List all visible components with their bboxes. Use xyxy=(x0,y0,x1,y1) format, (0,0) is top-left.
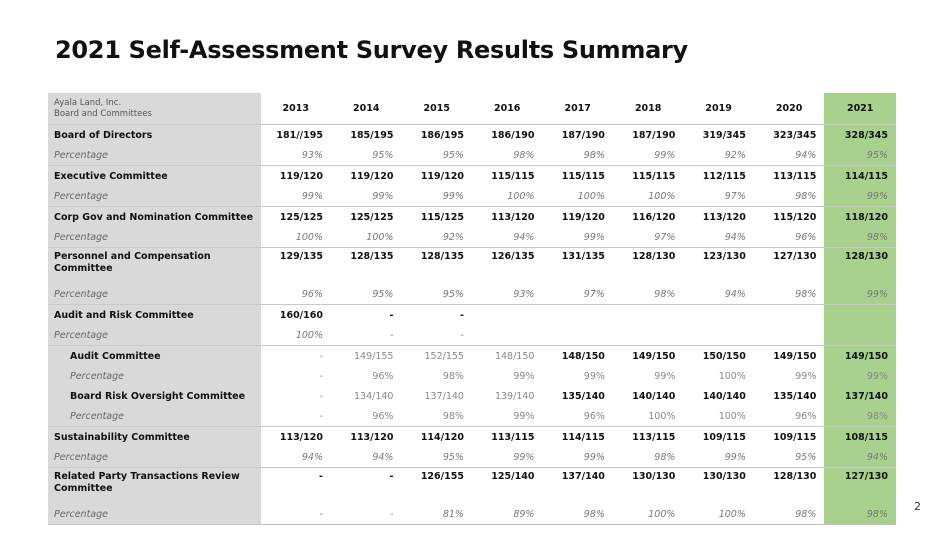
table-cell: 94% xyxy=(724,231,746,243)
table-corner-label xyxy=(48,93,261,125)
table-cell xyxy=(613,305,683,326)
table-cell: 149/150 xyxy=(754,346,824,367)
table-row xyxy=(48,427,896,448)
table-cell: - xyxy=(390,329,394,341)
table-row xyxy=(48,284,896,305)
table-cell: 93% xyxy=(513,288,535,300)
table-cell: 100% xyxy=(366,231,394,243)
table-row xyxy=(48,166,896,187)
table-cell: 115/120 xyxy=(754,207,824,228)
row-label-percentage: Percentage xyxy=(48,406,261,427)
table-cell: 130/130 xyxy=(613,468,683,505)
row-label: Executive Committee xyxy=(48,166,261,187)
year-header: 2018 xyxy=(634,103,662,114)
cell-2021: 99% xyxy=(824,366,896,386)
table-cell: - xyxy=(319,390,323,402)
table-row xyxy=(48,305,896,326)
cell-2021: 94% xyxy=(824,447,896,468)
table-cell: 149/150 xyxy=(613,346,683,367)
row-label-percentage: Percentage xyxy=(48,284,261,305)
row-label-percentage: Percentage xyxy=(48,504,261,525)
table-cell: 97% xyxy=(654,231,676,243)
table-cell: 128/135 xyxy=(401,248,471,285)
table-cell: 115/115 xyxy=(613,166,683,187)
table-cell: 94% xyxy=(795,149,817,161)
table-cell: 148/150 xyxy=(472,346,542,367)
cell-2021: 98% xyxy=(824,406,896,427)
cell-2021: 99% xyxy=(824,186,896,207)
table-row xyxy=(48,406,896,427)
row-label-percentage: Percentage xyxy=(48,145,261,166)
table-row xyxy=(48,227,896,248)
row-label-percentage: Percentage xyxy=(48,227,261,248)
table-cell: 94% xyxy=(372,451,394,463)
table-row xyxy=(48,504,896,525)
table-cell: 81% xyxy=(401,504,471,525)
table-cell: 95% xyxy=(372,288,394,300)
table-cell: 95% xyxy=(442,149,464,161)
table-cell: 99% xyxy=(372,190,394,202)
table-cell: 98% xyxy=(754,504,824,525)
table-cell: 99% xyxy=(583,451,605,463)
table-cell: 113/120 xyxy=(261,427,331,448)
table-cell: 93% xyxy=(301,149,323,161)
table-row xyxy=(48,366,896,386)
row-label: Related Party Transactions Review Committee xyxy=(48,468,261,505)
cell-2021: 95% xyxy=(824,145,896,166)
table-cell: 127/130 xyxy=(754,248,824,285)
table-cell: 98% xyxy=(442,410,464,422)
table-cell: 95% xyxy=(442,451,464,463)
row-label-percentage: Percentage xyxy=(48,186,261,207)
year-header: 2019 xyxy=(705,103,732,114)
table-cell xyxy=(613,325,683,346)
table-cell: 125/125 xyxy=(261,207,331,228)
table-cell: 135/140 xyxy=(561,390,605,402)
year-header: 2020 xyxy=(775,103,803,114)
page-title: 2021 Self-Assessment Survey Results Summary xyxy=(55,36,688,64)
table-cell: 98% xyxy=(795,288,817,300)
table-cell: 114/115 xyxy=(542,427,612,448)
year-header: 2016 xyxy=(493,103,521,114)
table-cell: 96% xyxy=(583,410,605,422)
table-cell: 92% xyxy=(442,231,464,243)
table-row xyxy=(48,325,896,346)
table-cell: 137/140 xyxy=(542,468,612,505)
table-cell: 100% xyxy=(507,190,535,202)
table-cell: 115/125 xyxy=(401,207,471,228)
table-cell: 98% xyxy=(513,149,535,161)
cell-2021: 127/130 xyxy=(824,468,896,505)
table-cell: - xyxy=(460,329,464,341)
table-cell: - xyxy=(319,410,323,422)
cell-2021: 114/115 xyxy=(824,166,896,187)
table-cell: 96% xyxy=(301,288,323,300)
table-cell: 119/120 xyxy=(331,166,401,187)
table-cell: 137/140 xyxy=(424,390,464,402)
table-cell: 130/130 xyxy=(683,468,753,505)
table-cell: 99% xyxy=(513,410,535,422)
table-cell: 99% xyxy=(442,190,464,202)
table-cell: 100% xyxy=(295,231,323,243)
table-cell: 139/140 xyxy=(494,390,535,402)
table-cell: - xyxy=(319,370,323,382)
row-label: Audit and Risk Committee xyxy=(48,305,261,326)
table-cell: 98% xyxy=(542,504,612,525)
table-cell: 119/120 xyxy=(261,166,331,187)
table-cell: 99% xyxy=(513,370,535,382)
year-header-highlighted: 2021 xyxy=(824,93,896,125)
table-cell xyxy=(754,305,824,326)
table-cell: 187/190 xyxy=(613,125,683,146)
table-cell: 150/150 xyxy=(683,346,753,367)
table-row xyxy=(48,248,896,285)
row-label-percentage: Percentage xyxy=(48,447,261,468)
table-cell: 100% xyxy=(577,190,605,202)
table-cell: 160/160 xyxy=(261,305,331,326)
table-row xyxy=(48,386,896,406)
table-cell: 116/120 xyxy=(613,207,683,228)
table-cell: 100% xyxy=(718,410,746,422)
table-cell: - xyxy=(261,504,331,525)
table-cell: 95% xyxy=(795,451,817,463)
year-header: 2017 xyxy=(564,103,591,114)
table-cell: 128/130 xyxy=(754,468,824,505)
table-cell: 92% xyxy=(724,149,746,161)
table-cell: 97% xyxy=(583,288,605,300)
table-cell: 148/150 xyxy=(542,346,612,367)
header-row xyxy=(48,93,896,125)
table-cell: 126/135 xyxy=(472,248,542,285)
table-cell: 95% xyxy=(442,288,464,300)
table-cell: 185/195 xyxy=(331,125,401,146)
row-label: Audit Committee xyxy=(48,346,261,367)
table-cell: 113/115 xyxy=(613,427,683,448)
table-row xyxy=(48,346,896,367)
table-cell: 119/120 xyxy=(401,166,471,187)
table-cell: 128/135 xyxy=(331,248,401,285)
table-cell: 112/115 xyxy=(683,166,753,187)
table-cell: 323/345 xyxy=(754,125,824,146)
row-label: Board Risk Oversight Committee xyxy=(48,386,261,406)
table-row xyxy=(48,447,896,468)
table-cell: 128/130 xyxy=(613,248,683,285)
table-cell: 97% xyxy=(724,190,746,202)
year-header: 2014 xyxy=(353,103,380,114)
cell-2021: 149/150 xyxy=(824,346,896,367)
table-cell: 98% xyxy=(583,149,605,161)
table-cell: 152/155 xyxy=(401,346,471,367)
table-cell: 113/115 xyxy=(472,427,542,448)
table-cell: 99% xyxy=(724,451,746,463)
table-cell xyxy=(683,305,753,326)
table-cell: 114/120 xyxy=(401,427,471,448)
table-cell: 94% xyxy=(513,231,535,243)
table-cell: 98% xyxy=(442,370,464,382)
table-cell: 135/140 xyxy=(773,390,817,402)
cell-2021 xyxy=(824,305,896,326)
table-cell: 129/135 xyxy=(261,248,331,285)
table-cell: 131/135 xyxy=(542,248,612,285)
table-cell: 125/125 xyxy=(331,207,401,228)
table-cell: 140/140 xyxy=(702,390,746,402)
table-cell: 100% xyxy=(295,329,323,341)
table-cell: 149/155 xyxy=(331,346,401,367)
table-cell: 99% xyxy=(513,451,535,463)
table-cell: 100% xyxy=(648,190,676,202)
table-cell: 99% xyxy=(795,370,817,382)
table-cell: 186/195 xyxy=(401,125,471,146)
company-name: Ayala Land, Inc. xyxy=(54,97,122,108)
table-cell: 96% xyxy=(795,410,817,422)
table-cell: 96% xyxy=(795,231,817,243)
table-cell: 99% xyxy=(301,190,323,202)
table-cell xyxy=(472,305,542,326)
corner-subtitle: Board and Committees xyxy=(54,108,152,119)
table-cell: 99% xyxy=(583,231,605,243)
page-number: 2 xyxy=(914,500,921,513)
table-cell: - xyxy=(261,346,331,367)
table-cell: 126/155 xyxy=(401,468,471,505)
table-cell xyxy=(754,325,824,346)
table-cell: 98% xyxy=(654,451,676,463)
table-cell: 140/140 xyxy=(632,390,676,402)
cell-2021: 98% xyxy=(824,504,896,525)
row-label: Corp Gov and Nomination Committee xyxy=(48,207,261,228)
cell-2021: 137/140 xyxy=(824,386,896,406)
table-cell xyxy=(683,325,753,346)
table-cell: - xyxy=(331,468,401,505)
table-cell: 100% xyxy=(648,410,676,422)
row-label: Personnel and Compensation Committee xyxy=(48,248,261,285)
row-label-percentage: Percentage xyxy=(48,325,261,346)
table-cell: 98% xyxy=(795,190,817,202)
table-row xyxy=(48,186,896,207)
table-cell: 186/190 xyxy=(472,125,542,146)
table-cell: 94% xyxy=(301,451,323,463)
table-cell: 100% xyxy=(683,504,753,525)
year-header: 2013 xyxy=(282,103,309,114)
table-cell: 187/190 xyxy=(542,125,612,146)
table-cell: - xyxy=(261,468,331,505)
table-cell: 125/140 xyxy=(472,468,542,505)
table-cell: - xyxy=(331,305,401,326)
table-row xyxy=(48,145,896,166)
table-cell: 99% xyxy=(654,149,676,161)
table-cell xyxy=(472,325,542,346)
cell-2021: 128/130 xyxy=(824,248,896,285)
cell-2021: 99% xyxy=(824,284,896,305)
cell-2021: 108/115 xyxy=(824,427,896,448)
table-cell: 319/345 xyxy=(683,125,753,146)
table-cell: 100% xyxy=(613,504,683,525)
table-cell: 94% xyxy=(724,288,746,300)
table-body xyxy=(48,125,896,525)
table-cell xyxy=(542,305,612,326)
table-cell: 119/120 xyxy=(542,207,612,228)
cell-2021: 118/120 xyxy=(824,207,896,228)
table-cell: 96% xyxy=(372,370,394,382)
table-cell: 115/115 xyxy=(472,166,542,187)
table-cell: 98% xyxy=(654,288,676,300)
table-cell: 113/120 xyxy=(683,207,753,228)
row-label-percentage: Percentage xyxy=(48,366,261,386)
table-cell xyxy=(542,325,612,346)
year-header: 2015 xyxy=(423,103,450,114)
table-cell: 113/120 xyxy=(472,207,542,228)
table-cell: 99% xyxy=(583,370,605,382)
cell-2021: 98% xyxy=(824,227,896,248)
table-cell: 100% xyxy=(718,370,746,382)
table-cell: 134/140 xyxy=(354,390,394,402)
table-row xyxy=(48,125,896,146)
row-label: Sustainability Committee xyxy=(48,427,261,448)
table-cell: 113/115 xyxy=(754,166,824,187)
table-row xyxy=(48,468,896,505)
cell-2021: 328/345 xyxy=(824,125,896,146)
table-cell: 89% xyxy=(472,504,542,525)
table-row xyxy=(48,207,896,228)
row-label: Board of Directors xyxy=(48,125,261,146)
table-cell: 181//195 xyxy=(261,125,331,146)
table-cell: 115/115 xyxy=(542,166,612,187)
table-cell: 123/130 xyxy=(683,248,753,285)
table-cell: 113/120 xyxy=(331,427,401,448)
table-cell: 96% xyxy=(372,410,394,422)
results-table xyxy=(48,93,896,525)
table-cell: - xyxy=(331,504,401,525)
cell-2021 xyxy=(824,325,896,346)
table-cell: 109/115 xyxy=(754,427,824,448)
table-cell: 109/115 xyxy=(683,427,753,448)
table-cell: 95% xyxy=(372,149,394,161)
table-cell: 99% xyxy=(654,370,676,382)
table-cell: - xyxy=(401,305,471,326)
